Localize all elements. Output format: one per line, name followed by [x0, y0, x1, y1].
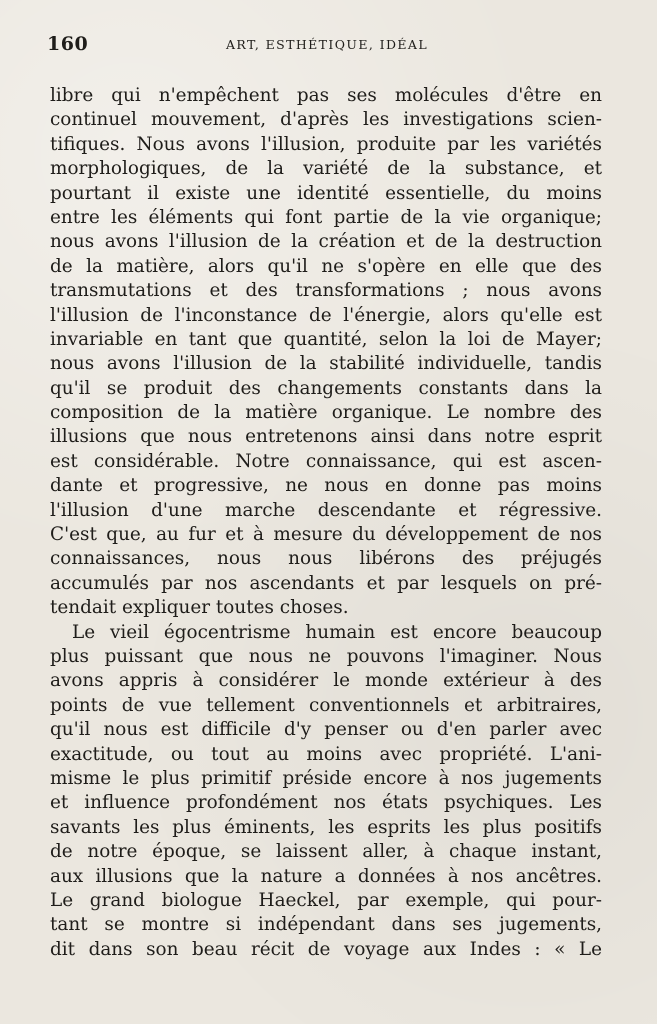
running-title: ART, ESTHÉTIQUE, IDÉAL — [225, 37, 429, 52]
text-line: plus puissant que nous ne pouvons l'imaginer. Nous — [50, 645, 602, 667]
text-line: qu'il se produit des changements constants dans la — [50, 377, 602, 399]
text-line: libre qui n'empêchent pas ses molécules d'être en — [50, 85, 602, 106]
text-line: aux illusions que la nature a données à nos ancêtres. — [50, 865, 602, 887]
text-line: illusions que nous entretenons ainsi dans notre esprit — [50, 426, 602, 448]
text-line: invariable en tant que quantité, selon la loi de Mayer; — [50, 328, 602, 350]
text-line: tifiques. Nous avons l'illusion, produite par les variétés — [50, 133, 602, 155]
text-line: nous avons l'illusion de la stabilité individuelle, tandis — [50, 353, 602, 375]
text-line: accumulés par nos ascendants et par lesquels on pré- — [50, 572, 602, 594]
text-line: est considérable. Notre connaissance, qui est ascen- — [50, 450, 602, 472]
text-line: transmutations et des transformations ; nous avons — [50, 280, 602, 302]
body-text — [50, 84, 602, 962]
paragraph-start-line: Le vieil égocentrisme humain est encore beaucoup — [72, 621, 602, 643]
text-line: misme le plus primitif préside encore à nos jugements — [50, 767, 602, 789]
paragraph-end-line: tendait expliquer toutes choses. — [50, 597, 349, 619]
text-line: morphologiques, de la variété de la substance, et — [50, 158, 602, 180]
text-line: exactitude, ou tout au moins avec propriété. L'ani- — [50, 743, 602, 765]
text-line: dit dans son beau récit de voyage aux Indes : « Le — [50, 938, 602, 960]
text-line: et influence profondément nos états psychiques. Les — [50, 792, 602, 814]
text-line: pourtant il existe une identité essentielle, du moins — [50, 182, 602, 204]
text-line: savants les plus éminents, les esprits les plus positifs — [50, 816, 602, 838]
text-line: entre les éléments qui font partie de la vie organique; — [50, 206, 602, 228]
text-line: nous avons l'illusion de la création et de la destruction — [50, 231, 602, 253]
text-line: qu'il nous est difficile d'y penser ou d'en parler avec — [50, 719, 602, 741]
text-line: avons appris à considérer le monde extérieur à des — [50, 670, 602, 692]
text-line: l'illusion d'une marche descendante et régressive. — [50, 499, 602, 521]
text-line: points de vue tellement conventionnels et arbitraires, — [50, 694, 602, 716]
text-line: Le grand biologue Haeckel, par exemple, qui pour- — [50, 889, 602, 911]
text-line: de la matière, alors qu'il ne s'opère en elle que des — [50, 255, 602, 277]
text-line: C'est que, au fur et à mesure du développement de nos — [50, 524, 602, 546]
page-number: 160 — [47, 33, 89, 55]
text-line: composition de la matière organique. Le nombre des — [50, 402, 602, 424]
text-line: dante et progressive, ne nous en donne pas moins — [50, 475, 602, 497]
text-line: l'illusion de l'inconstance de l'énergie, alors qu'elle est — [50, 304, 602, 326]
text-line: tant se montre si indépendant dans ses jugements, — [50, 914, 602, 936]
text-line: de notre époque, se laissent aller, à chaque instant, — [50, 841, 602, 863]
page-header — [47, 33, 607, 59]
text-line: connaissances, nous nous libérons des préjugés — [50, 548, 602, 570]
text-line: continuel mouvement, d'après les investigations scien- — [50, 109, 602, 131]
